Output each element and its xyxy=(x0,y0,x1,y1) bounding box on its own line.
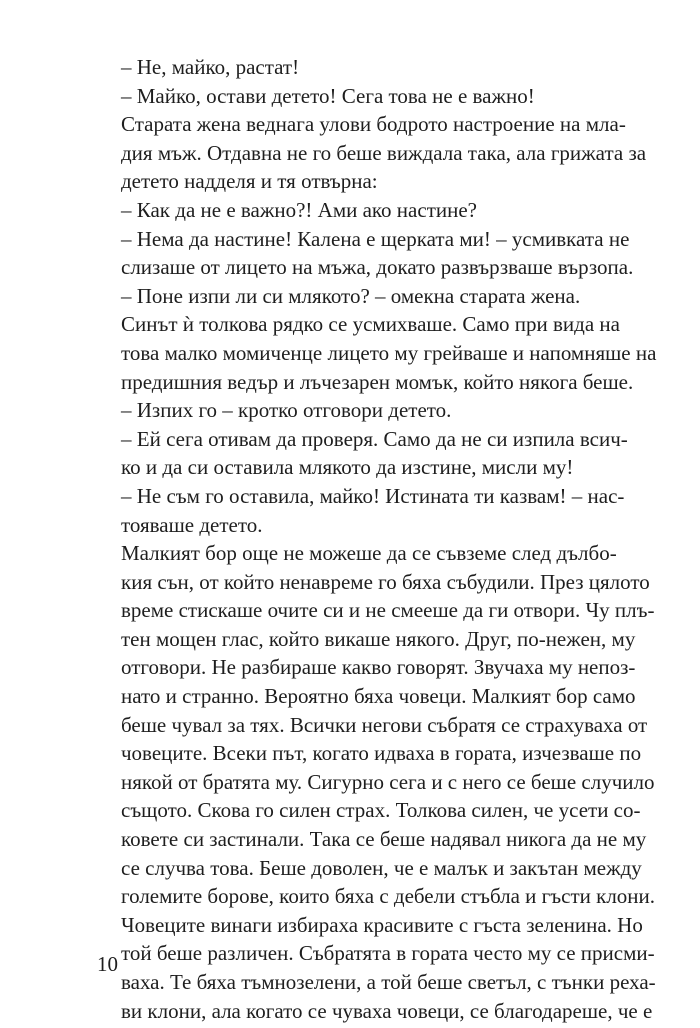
text-line: Малкият бор още не можеше да се съвземе след дълбо- xyxy=(121,541,617,566)
text-line: Синът ѝ толкова рядко се усмихваше. Само при вида на xyxy=(121,312,620,337)
text-line: детето надделя и тя отвърна: xyxy=(121,169,378,194)
text-line: се случва това. Беше доволен, че е малък и закътан между xyxy=(121,855,642,880)
text-line: ви клони, ала когато се чуваха човеци, се благодареше, че е xyxy=(121,998,653,1023)
text-line: – Нема да настине! Калена е щерката ми! – усмивката не xyxy=(121,226,630,251)
text-line: същото. Скова го силен страх. Толкова силен, че усети со- xyxy=(121,798,641,823)
paragraph xyxy=(97,425,628,482)
text-line: – Майко, остави детето! Сега това не е важно! xyxy=(121,83,535,108)
paragraph xyxy=(97,196,605,225)
paragraph xyxy=(97,482,625,539)
text-line: някой от братята му. Сигурно сега и с него се беше случило xyxy=(121,769,655,794)
text-line: ковете си застинали. Така се беше надявал никога да не му xyxy=(121,827,647,852)
text-line: време стискаше очите си и не смееше да ги отвори. Чу плъ- xyxy=(121,598,655,623)
text-line: предишния ведър и лъчезарен момък, който някога беше. xyxy=(121,369,634,394)
text-line: ко и да си оставила млякото да изстине, мисли му! xyxy=(121,455,574,480)
paragraph xyxy=(97,282,605,311)
text-line: Старата жена веднага улови бодрото настроение на мла- xyxy=(121,112,626,137)
text-line: – Поне изпи ли си млякото? – омекна старата жена. xyxy=(121,283,581,308)
text-line: кия сън, от който ненавреме го бяха събудили. През цялото xyxy=(121,569,650,594)
text-line: големите борове, които бяха с дебели стъбла и гъсти клони. xyxy=(121,884,656,909)
text-line: той беше различен. Събратята в гората често му се присми- xyxy=(121,941,655,966)
paragraph xyxy=(97,82,605,111)
text-line: отговори. Не разбираше какво говорят. Звучаха му непоз- xyxy=(121,655,636,680)
text-line: ваха. Те бяха тъмнозелени, а той беше светъл, с тънки реха- xyxy=(121,970,656,994)
paragraph xyxy=(97,225,634,282)
paragraph xyxy=(97,396,605,425)
text-line: нато и странно. Вероятно бяха човеци. Малкият бор само xyxy=(121,684,636,709)
paragraph xyxy=(97,310,657,396)
page-number: 10 xyxy=(97,952,118,976)
text-line: – Не съм го оставила, майко! Истината ти казвам! – нас- xyxy=(121,483,625,508)
text-line: – Не, майко, растат! xyxy=(121,55,300,79)
text-line: – Изпих го – кротко отговори детето. xyxy=(121,398,452,423)
page-text xyxy=(97,53,657,1025)
text-line: човеците. Всеки път, когато идваха в гората, изчезваше по xyxy=(121,741,642,766)
paragraph xyxy=(97,53,605,82)
text-line: – Как да не е важно?! Ами ако настине? xyxy=(121,197,477,222)
text-line: Човеците винаги избираха красивите с гъста зеленина. Но xyxy=(121,912,643,937)
text-line: тояваше детето. xyxy=(121,512,263,537)
text-line: – Ей сега отивам да проверя. Само да не си изпила всич- xyxy=(121,426,628,451)
paragraph xyxy=(97,110,647,196)
paragraph xyxy=(97,539,656,1025)
text-line: дия мъж. Отдавна не го беше виждала така, ала грижата за xyxy=(121,140,647,165)
text-line: това малко момиченце лицето му грейваше и напомняше на xyxy=(121,340,657,365)
text-line: тен мощен глас, който викаше някого. Друг, по-нежен, му xyxy=(121,626,636,651)
text-line: слизаше от лицето на мъжа, докато развързваше вързопа. xyxy=(121,255,634,280)
text-line: беше чувал за тях. Всички негови събратя се страхуваха от xyxy=(121,712,648,737)
